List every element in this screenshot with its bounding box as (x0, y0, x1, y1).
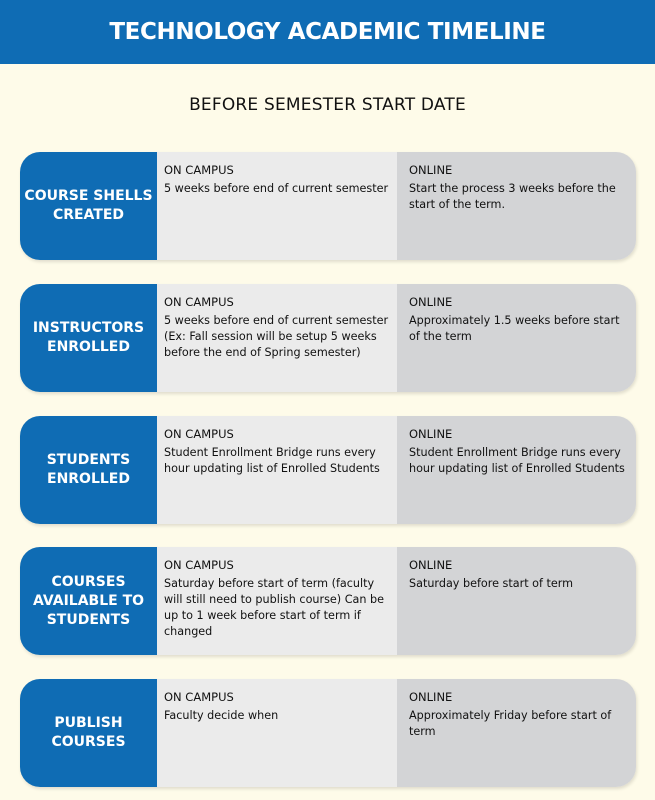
on-campus-heading: ON CAMPUS (164, 427, 234, 441)
online-heading: ONLINE (409, 295, 453, 309)
on-campus-heading: ON CAMPUS (164, 558, 234, 572)
on-campus-text: Saturday before start of term (faculty will still need to publish course) Can be up to 1 week before start of term if changed (164, 577, 385, 638)
on-campus-text: 5 weeks before end of current semester (Ex: Fall session will be setup 5 weeks before the end of Spring semester) (164, 314, 389, 359)
online-heading: ONLINE (409, 690, 453, 704)
timeline-row-courses-available (20, 547, 636, 655)
online-text: Approximately 1.5 weeks before start of the term (409, 314, 620, 343)
row-label: INSTRUCTORS ENROLLED (20, 284, 157, 392)
timeline-row-instructors (20, 284, 636, 392)
on-campus-heading: ON CAMPUS (164, 690, 234, 704)
row-label: STUDENTS ENROLLED (20, 416, 157, 524)
online-text: Saturday before start of term (409, 577, 574, 590)
online-heading: ONLINE (409, 558, 453, 572)
on-campus-cell (157, 679, 397, 787)
on-campus-heading: ON CAMPUS (164, 295, 234, 309)
online-cell (397, 284, 636, 392)
on-campus-text: Student Enrollment Bridge runs every hour updating list of Enrolled Students (164, 446, 380, 475)
timeline-row-publish (20, 679, 636, 787)
section-title: BEFORE SEMESTER START DATE (189, 95, 466, 115)
row-label: PUBLISH COURSES (20, 679, 157, 787)
online-cell (397, 547, 636, 655)
page-title: TECHNOLOGY ACADEMIC TIMELINE (109, 19, 546, 45)
online-text: Approximately Friday before start of term (409, 709, 612, 738)
on-campus-heading: ON CAMPUS (164, 163, 234, 177)
on-campus-cell (157, 416, 397, 524)
header-banner (0, 0, 655, 64)
on-campus-text: Faculty decide when (164, 709, 279, 722)
row-label: COURSE SHELLS CREATED (20, 152, 157, 260)
on-campus-cell (157, 284, 397, 392)
online-cell (397, 416, 636, 524)
online-cell (397, 152, 636, 260)
online-text: Student Enrollment Bridge runs every hour updating list of Enrolled Students (409, 446, 625, 475)
timeline-row-course-shells (20, 152, 636, 260)
online-heading: ONLINE (409, 427, 453, 441)
on-campus-cell (157, 152, 397, 260)
online-text: Start the process 3 weeks before the start of the term. (409, 182, 616, 211)
on-campus-text: 5 weeks before end of current semester (164, 182, 389, 195)
online-heading: ONLINE (409, 163, 453, 177)
row-label: COURSES AVAILABLE TO STUDENTS (20, 547, 157, 655)
on-campus-cell (157, 547, 397, 655)
timeline-row-students (20, 416, 636, 524)
online-cell (397, 679, 636, 787)
